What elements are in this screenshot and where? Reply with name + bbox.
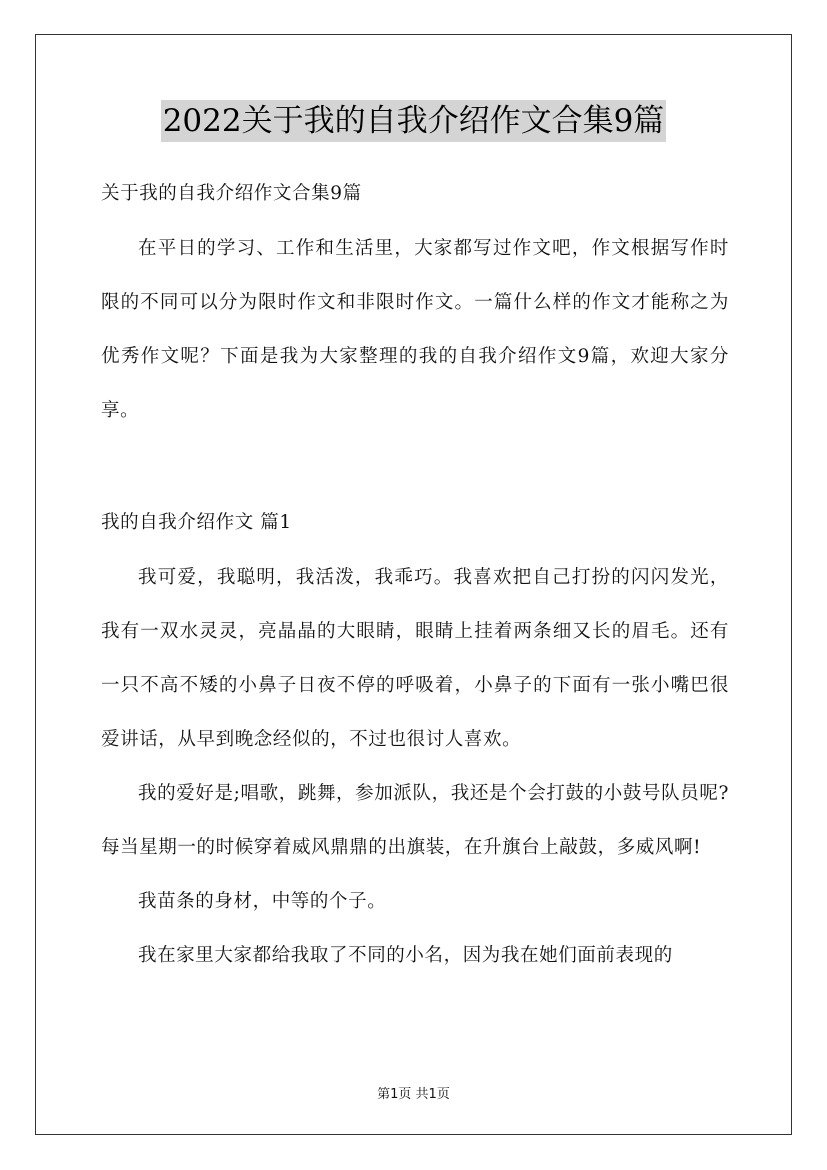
document-subtitle: 关于我的自我介绍作文合集9篇 bbox=[101, 183, 362, 204]
document-title: 2022关于我的自我介绍作文合集9篇 bbox=[161, 100, 667, 142]
body-paragraph: 我苗条的身材，中等的个子。 bbox=[138, 891, 387, 912]
body-paragraph: 我的爱好是;唱歌，跳舞，参加派队，我还是个会打鼓的小鼓号队员呢?每当星期一的时候穿着威风鼎鼎的出旗装，在升旗台上敲鼓，多威风啊! bbox=[101, 783, 729, 858]
body-paragraph: 我可爱，我聪明，我活泼，我乖巧。我喜欢把自己打扮的闪闪发光，我有一双水灵灵，亮晶晶的大眼睛，眼睛上挂着两条细又长的眉毛。还有一只不高不矮的小鼻子日夜不停的呼吸着，小鼻子的下面有一张小嘴巴很爱讲话，从早到晚念经似的，不过也很讨人喜欢。 bbox=[101, 567, 729, 750]
title-container bbox=[0, 100, 827, 142]
body-paragraph: 我在家里大家都给我取了不同的小名，因为我在她们面前表现的 bbox=[138, 945, 673, 966]
section-heading: 我的自我介绍作文 篇1 bbox=[101, 512, 292, 533]
intro-block bbox=[101, 222, 729, 438]
intro-paragraph: 在平日的学习、工作和生活里，大家都写过作文吧，作文根据写作时限的不同可以分为限时作文和非限时作文。一篇什么样的作文才能称之为优秀作文呢？下面是我为大家整理的我的自我介绍作文9篇，欢迎大家分享。 bbox=[101, 238, 729, 421]
page-number: 第1页 共1页 bbox=[377, 1087, 450, 1102]
section1-body bbox=[101, 551, 729, 983]
page-footer bbox=[0, 1083, 827, 1102]
